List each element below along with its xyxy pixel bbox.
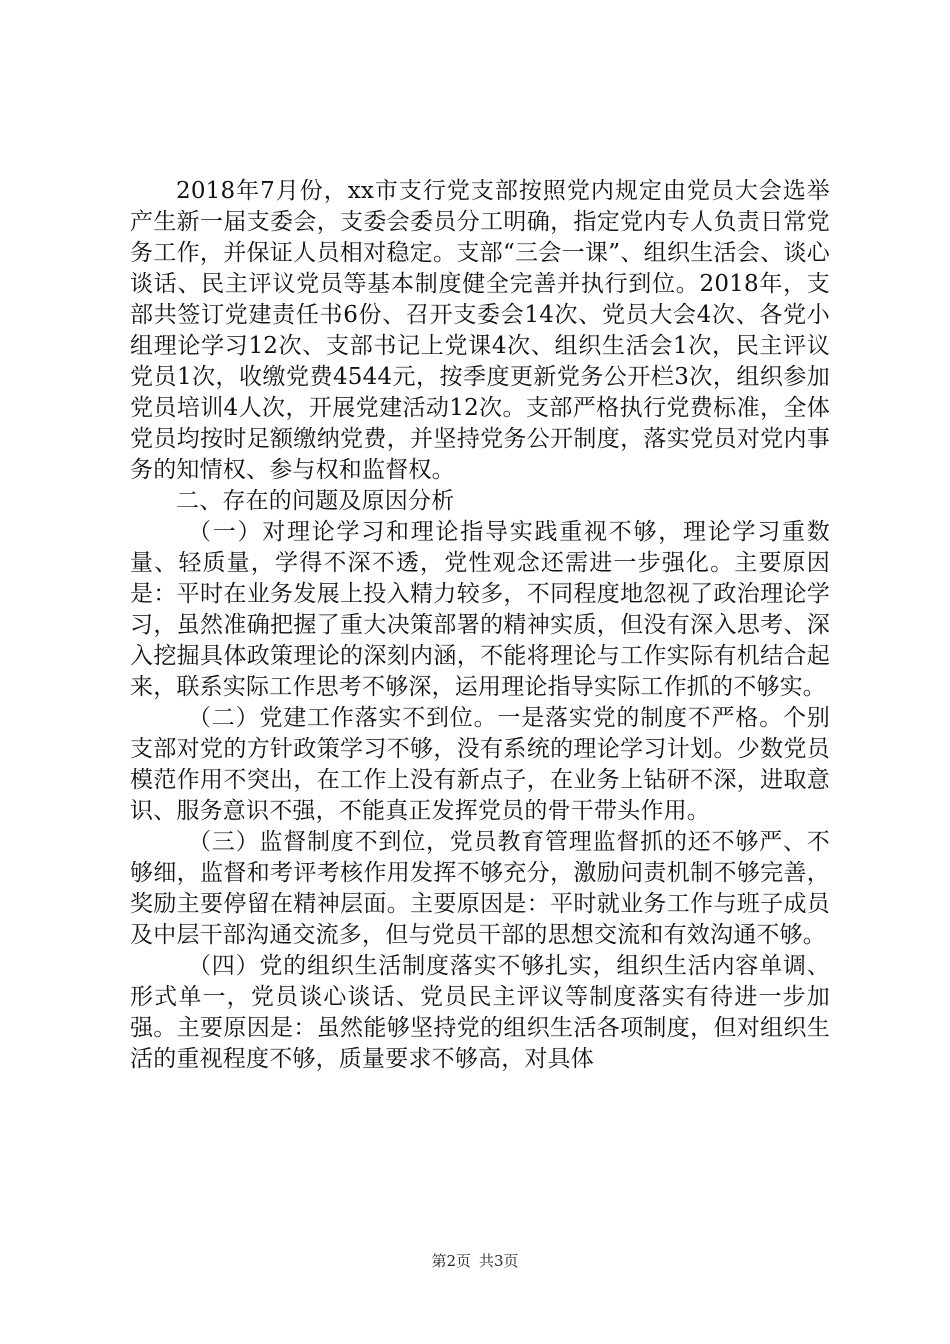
document-body <box>130 176 830 1075</box>
paragraph-problem-4: （四）党的组织生活制度落实不够扎实，组织生活内容单调、形式单一，党员谈心谈话、党员民主评议等制度落实有待进一步加强。主要原因是：虽然能够坚持党的组织生活各项制度，但对组织生活的重视程度不够，质量要求不够高，对具体 <box>130 953 830 1072</box>
page-total: 共3页 <box>479 1252 519 1270</box>
section-heading-problems: 二、存在的问题及原因分析 <box>176 488 455 514</box>
paragraph-problem-1: （一）对理论学习和理论指导实践重视不够，理论学习重数量、轻质量，学得不深不透，党性观念还需进一步强化。主要原因是：平时在业务发展上投入精力较多，不同程度地忽视了政治理论学习，虽然准确把握了重大决策部署的精神实质，但没有深入思考、深入挖掘具体政策理论的深刻内涵，不能将理论与工作实际有机结合起来，联系实际工作思考不够深，运用理论指导实际工作抓的不够实。 <box>130 519 830 700</box>
paragraph-problem-3: （三）监督制度不到位，党员教育管理监督抓的还不够严、不够细，监督和考评考核作用发挥不够充分，激励问责机制不够完善，奖励主要停留在精神层面。主要原因是：平时就业务工作与班子成员及中层干部沟通交流多，但与党员干部的思想交流和有效沟通不够。 <box>130 829 830 948</box>
paragraph-problem-2: （二）党建工作落实不到位。一是落实党的制度不严格。个别支部对党的方针政策学习不够，没有系统的理论学习计划。少数党员模范作用不突出，在工作上没有新点子，在业务上钻研不深，进取意识、服务意识不强，不能真正发挥党员的骨干带头作用。 <box>130 705 830 824</box>
page-footer <box>0 1251 950 1271</box>
page-number: 第2页 <box>431 1252 471 1270</box>
paragraph-party-branch-summary: 2018年7月份，xx市支行党支部按照党内规定由党员大会选举产生新一届支委会，支委会委员分工明确，指定党内专人负责日常党务工作，并保证人员相对稳定。支部“三会一课”、组织生活会、谈心谈话、民主评议党员等基本制度健全完善并执行到位。2018年，支部共签订党建责任书6份、召开支委会14次、党员大会4次、各党小组理论学习12次、支部书记上党课4次、组织生活会1次，民主评议党员1次，收缴党费4544元，按季度更新党务公开栏3次，组织参加党员培训4人次，开展党建活动12次。支部严格执行党费标准，全体党员均按时足额缴纳党费，并坚持党务公开制度，落实党员对党内事务的知情权、参与权和监督权。 <box>130 178 830 483</box>
